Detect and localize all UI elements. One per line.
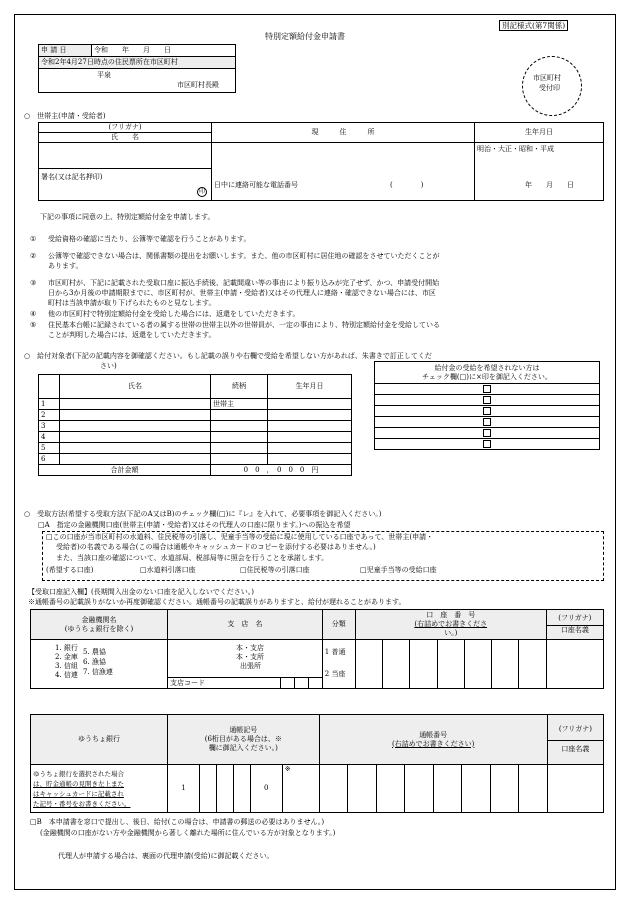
- optout-checkbox[interactable]: [483, 385, 491, 393]
- branch-code-label: 支店コード: [168, 678, 281, 689]
- symbol-header-sub2: 欄に御記入ください。): [208, 744, 278, 752]
- account-note-1: 【受取口座記入欄】(長期間入出金のない口座を記入しないでください。): [28, 588, 254, 596]
- phone-label: 日中に連絡可能な電話番号: [214, 181, 298, 189]
- note-line: 住民基本台帳に記録されている者の属する世帯の世帯主以外の世帯員が、一定の事由により、特別定額給付金を受給している: [48, 321, 440, 329]
- optout-checkbox[interactable]: [483, 396, 491, 404]
- optout-checkbox[interactable]: [483, 429, 491, 437]
- option-water-account[interactable]: □水道料引落口座: [140, 566, 196, 574]
- mayor-cell[interactable]: [39, 69, 236, 93]
- account-digit[interactable]: [492, 640, 519, 689]
- number-header: 通帳番号: [419, 730, 448, 739]
- symbol-digit[interactable]: [200, 765, 217, 813]
- number-digit[interactable]: [433, 765, 462, 813]
- note-line: ことが判明した場合には、返還をしていただきます。: [48, 331, 216, 339]
- mayor-heading: 令和2年4月27日時点の住民票所在市区町村: [39, 57, 236, 69]
- bank-header-sub: (ゆうちょ銀行を除く): [64, 624, 134, 633]
- table-row: 6: [39, 454, 352, 465]
- municipality-name: 平泉: [97, 71, 111, 79]
- consent-text: 下記の事項に同意の上、特別定額給付金を申請します。: [40, 213, 215, 221]
- symbol-extra-digit[interactable]: ※: [282, 765, 319, 813]
- number-digit[interactable]: [348, 765, 377, 813]
- name-label: 氏 名: [39, 133, 212, 143]
- yucho-note-line: ゆうちょ銀行を選択された場合: [33, 769, 124, 778]
- furigana-header: (フリガナ): [558, 614, 592, 622]
- symbol-digit[interactable]: [216, 765, 233, 813]
- section-receipt-method: ○ 受取方法(希望する受取方法(下記のA又はB)のチェック欄(□)に『レ』を入れて、必要事項を御記入ください。): [24, 510, 382, 518]
- stamp-text-1: 市区町村: [533, 74, 561, 82]
- page-title: 特別定額給付金申請書: [265, 32, 345, 41]
- signature-field[interactable]: [39, 169, 212, 201]
- account-class-field[interactable]: 1 普通 2 当座: [322, 640, 355, 689]
- seal-mark: 印: [198, 188, 205, 195]
- number-digit[interactable]: [519, 765, 548, 813]
- symbol-header-sub: (6桁目がある場合は、※: [204, 735, 282, 743]
- household-table: [38, 122, 604, 201]
- account-header: 口 座 番 号: [426, 611, 476, 619]
- account-header-sub: (右詰めでお書きくださ: [414, 620, 488, 628]
- account-digit[interactable]: [437, 640, 464, 689]
- branch-name-field[interactable]: 本・支店 本・支所 出張所: [168, 640, 323, 678]
- branch-header: 支 店 名: [168, 610, 323, 640]
- furigana-label: (フリガナ): [39, 123, 212, 133]
- account-digit[interactable]: [410, 640, 437, 689]
- table-row: 3: [39, 421, 352, 432]
- branch-code-digit[interactable]: [308, 678, 322, 689]
- branch-code-digit[interactable]: [294, 678, 308, 689]
- note-mark: ①: [30, 235, 37, 243]
- bank-table: [30, 609, 604, 689]
- option-a-line: また、当該口座の確認について、水道部局、税部局等に照会を行うことを承諾します。: [56, 554, 329, 562]
- number-digit[interactable]: [490, 765, 519, 813]
- account-note-2: ※通帳番号の記載誤りがないか再度御確認ください。通帳番号の記載誤りがありますと、給付が遅れることがあります。: [28, 598, 406, 606]
- note-line: 日から3か月後の申請期限までに、市区町村が、世帯主(申請・受給者)又はその代理人に連絡・確認できない場合には、市区: [48, 289, 436, 297]
- proxy-note: 代理人が申請する場合は、裏面の代理申請(受給)に御記載ください。: [58, 852, 274, 860]
- note-mark: ⑤: [30, 321, 37, 329]
- note-line: 受給資格の確認に当たり、公簿等で確認を行うことがあります。: [48, 235, 251, 243]
- optout-header-1: 給付金の受給を希望されない方は: [434, 363, 540, 372]
- optout-checkbox[interactable]: [483, 440, 491, 448]
- number-digit[interactable]: [462, 765, 491, 813]
- era-options: 明治・大正・昭和・平成: [477, 145, 554, 153]
- yucho-note-line: た記号・番号をお書きください。: [33, 799, 131, 808]
- date-field[interactable]: 令和 年 月 日: [92, 45, 236, 57]
- note-line: 公簿等で確認できない場合は、関係書類の提出をお願いします。また、他の市区町村に居住地の確認をさせていただくことが: [48, 252, 440, 260]
- account-holder-field[interactable]: [546, 640, 603, 689]
- table-row: 2: [39, 410, 352, 421]
- table-row: 4: [39, 432, 352, 443]
- mayor-suffix: 市区町村長殿: [177, 81, 219, 89]
- symbol-digit[interactable]: 0: [250, 765, 282, 813]
- total-label: 合計金額: [39, 465, 211, 476]
- yucho-header: ゆうちょ銀行: [31, 715, 168, 765]
- table-row: 1 世帯主: [39, 399, 352, 410]
- optout-table: [374, 361, 600, 450]
- yucho-holder-header: 口座名義: [548, 740, 603, 754]
- address-field[interactable]: [212, 143, 475, 201]
- name-field[interactable]: [39, 143, 212, 169]
- table-row: 5: [39, 443, 352, 454]
- symbol-digit[interactable]: 1: [168, 765, 200, 813]
- address-label: 現 住 所: [212, 123, 475, 143]
- members-header-dob: 生年月日: [268, 375, 352, 399]
- total-value: 0 0 ， 0 0 0 円: [211, 465, 352, 476]
- class-header: 分類: [322, 610, 355, 640]
- symbol-header: 通帳記号: [229, 726, 258, 734]
- members-header-name: 氏名: [60, 375, 211, 399]
- stamp-text-2: 受付印: [539, 84, 560, 92]
- optout-header-2: チェック欄(□)に×印を御記入ください。: [422, 372, 552, 381]
- yucho-note-line: は、貯金通帳の見開き左上また: [33, 779, 124, 788]
- note-mark: ②: [30, 252, 37, 260]
- number-header-sub: (右詰めでお書きください): [391, 739, 475, 748]
- account-header-sub2: い。): [444, 629, 458, 637]
- holder-header: 口座名義: [547, 625, 603, 635]
- account-digit[interactable]: [464, 640, 491, 689]
- members-table: [38, 374, 352, 476]
- optout-checkbox[interactable]: [483, 418, 491, 426]
- members-header-relation: 続柄: [211, 375, 268, 399]
- account-digit[interactable]: [519, 640, 546, 689]
- number-digit[interactable]: [376, 765, 405, 813]
- yucho-table: [30, 714, 604, 813]
- dob-field[interactable]: [475, 143, 604, 201]
- branch-code-digit[interactable]: [280, 678, 294, 689]
- option-b-note: (金融機関の口座がない方や金融機関から著しく離れた場所に住んでいる方が対象となります。): [40, 829, 336, 837]
- option-a[interactable]: □A 指定の金融機関口座(世帯主(申請・受給者)又はその代理人の口座に限ります。)への振込を希望: [38, 521, 351, 529]
- note-mark: ④: [30, 310, 37, 318]
- yucho-note-line: はキャッシュカードに記載され: [33, 789, 124, 798]
- date-header: 申 請 日: [39, 45, 92, 57]
- section-beneficiaries: ○ 給付対象者(下記の記載内容を御確認ください。もし記載の誤りや右欄で受給を希望しない方があれば、朱書きで訂正してくだ: [24, 352, 432, 360]
- option-tax-account[interactable]: □住民税等の引落口座: [240, 566, 310, 574]
- note-line: あります。: [48, 262, 83, 270]
- account-digit[interactable]: [383, 640, 410, 689]
- section-head-of-household: ○ 世帯主(申請・受給者): [24, 112, 106, 120]
- dob-ymd: 年 月 日: [525, 181, 574, 189]
- option-a-line: 受給者)の名義である場合(この場合は通帳やキャッシュカードのコピーを添付する必要はありません。): [56, 543, 376, 551]
- symbol-digit[interactable]: [233, 765, 250, 813]
- form-id: 別記様式(第7関係): [499, 20, 568, 31]
- date-table: [38, 44, 236, 93]
- option-a-choice-label: (希望する口座): [46, 566, 94, 574]
- note-line: 町村は当該申請が取り下げられたものと見なします。: [48, 299, 216, 307]
- option-child-account[interactable]: □児童手当等の受給口座: [360, 566, 437, 574]
- account-digit[interactable]: [355, 640, 382, 689]
- bank-header: 金融機関名: [81, 615, 117, 624]
- note-line: 他の市区町村で特別定額給付金を受給した場合には、返還をしていただきます。: [48, 310, 300, 318]
- signature-label: 署名(又は記名押印): [41, 173, 103, 181]
- note-line: 市区町村が、下記に記載された受取口座に振込手続後、記載間違い等の事由により振り込みが完了せず、かつ、申請受付開始: [48, 279, 440, 287]
- dob-label: 生年月日: [475, 123, 604, 143]
- yucho-furigana-header: (フリガナ): [558, 725, 592, 733]
- yucho-holder-field[interactable]: [547, 765, 603, 813]
- phone-field[interactable]: ( ): [390, 181, 424, 189]
- number-digit[interactable]: [405, 765, 434, 813]
- optout-checkbox[interactable]: [483, 407, 491, 415]
- bank-name-field[interactable]: 1. 銀行 2. 金庫 3. 信組 4. 信連 5. 農協 6. 漁協 7. 信漁連: [31, 640, 168, 689]
- number-digit[interactable]: [319, 765, 348, 813]
- section-beneficiaries-cont: さい): [100, 362, 117, 370]
- note-mark: ③: [30, 279, 37, 287]
- option-a-line[interactable]: □この口座が当市区町村の水道料、住民税等の引落し、児童手当等の受給に現に使用している口座であって、世帯主(申請・: [46, 533, 434, 541]
- option-b[interactable]: □B 本申請書を窓口で提出し、後日、給付(この場合は、申請書の郵送の必要はありません。): [30, 818, 325, 826]
